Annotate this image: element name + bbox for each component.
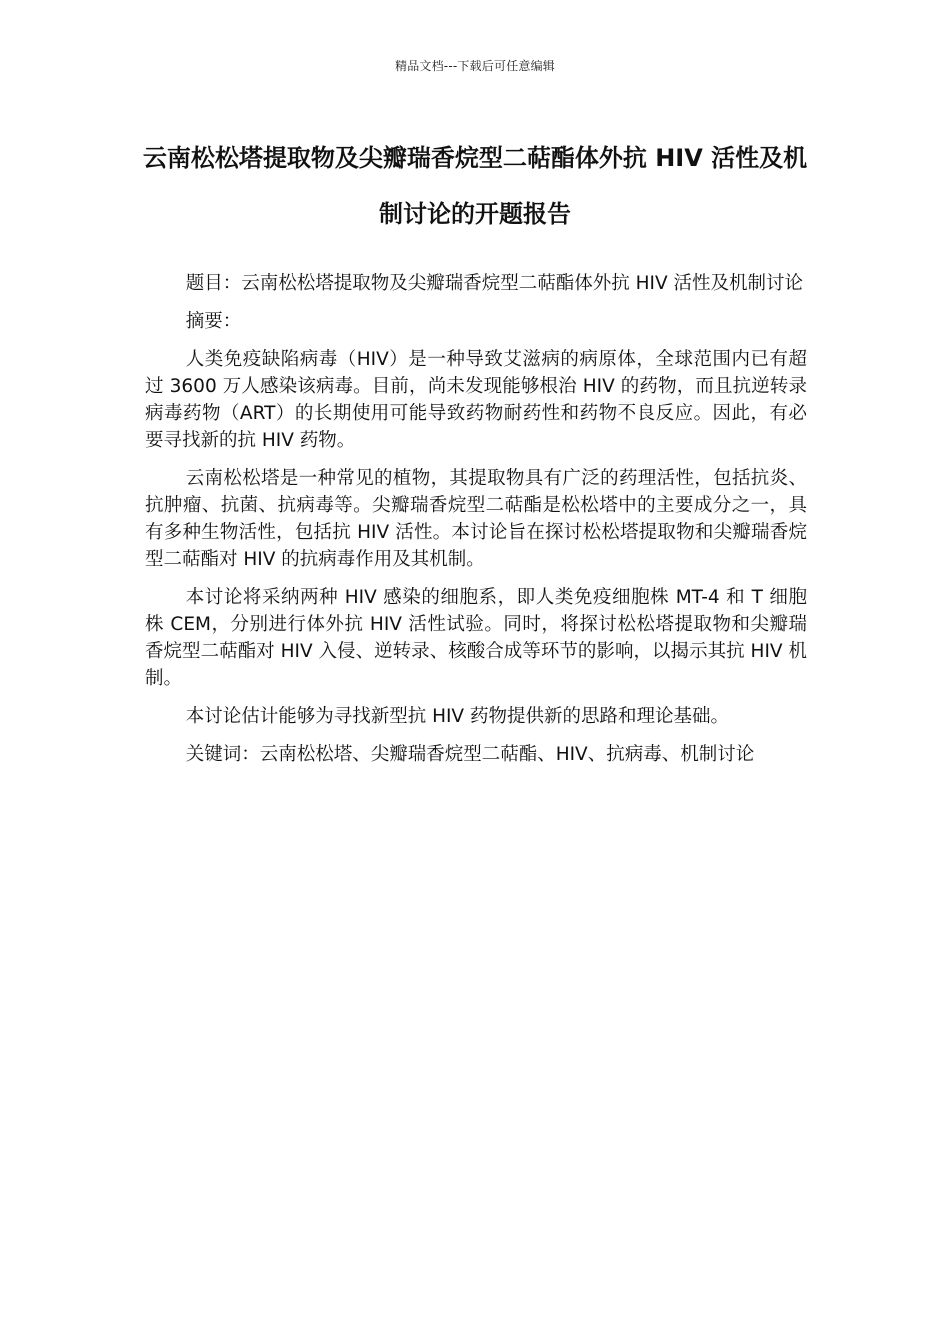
topic-paragraph: 题目：云南松松塔提取物及尖瓣瑞香烷型二萜酯体外抗 HIV 活性及机制讨论 [185,273,803,294]
header-note: 精品文档---下载后可任意编辑 [395,59,555,73]
keywords-paragraph: 关键词：云南松松塔、尖瓣瑞香烷型二萜酯、HIV、抗病毒、机制讨论 [185,744,755,765]
abstract-label: 摘要： [185,311,242,332]
body-paragraph-1: 人类免疫缺陷病毒（HIV）是一种导致艾滋病的病原体，全球范围内已有超过 3600 万人感染该病毒。目前，尚未发现能够根治 HIV 的药物，而且抗逆转录病毒药物（ART）的长期使用可能导致药物耐药性和药物不良反应。因此，有必要寻找新的抗 HIV 药物。 [145,349,807,451]
body-paragraph-2: 云南松松塔是一种常见的植物，其提取物具有广泛的药理活性，包括抗炎、抗肿瘤、抗菌、抗病毒等。尖瓣瑞香烷型二萜酯是松松塔中的主要成分之一，具有多种生物活性，包括抗 HIV 活性。本讨论旨在探讨松松塔提取物和尖瓣瑞香烷型二萜酯对 HIV 的抗病毒作用及其机制。 [145,468,807,570]
document-title: 云南松松塔提取物及尖瓣瑞香烷型二萜酯体外抗 HIV 活性及机制讨论的开题报告 [142,144,808,228]
body-paragraph-3: 本讨论将采纳两种 HIV 感染的细胞系，即人类免疫细胞株 MT-4 和 T 细胞株 CEM，分别进行体外抗 HIV 活性试验。同时，将探讨松松塔提取物和尖瓣瑞香烷型二萜酯对 HIV 入侵、逆转录、核酸合成等环节的影响，以揭示其抗 HIV 机制。 [145,587,807,689]
body-paragraph-4: 本讨论估计能够为寻找新型抗 HIV 药物提供新的思路和理论基础。 [185,706,729,727]
document-body [145,270,807,779]
